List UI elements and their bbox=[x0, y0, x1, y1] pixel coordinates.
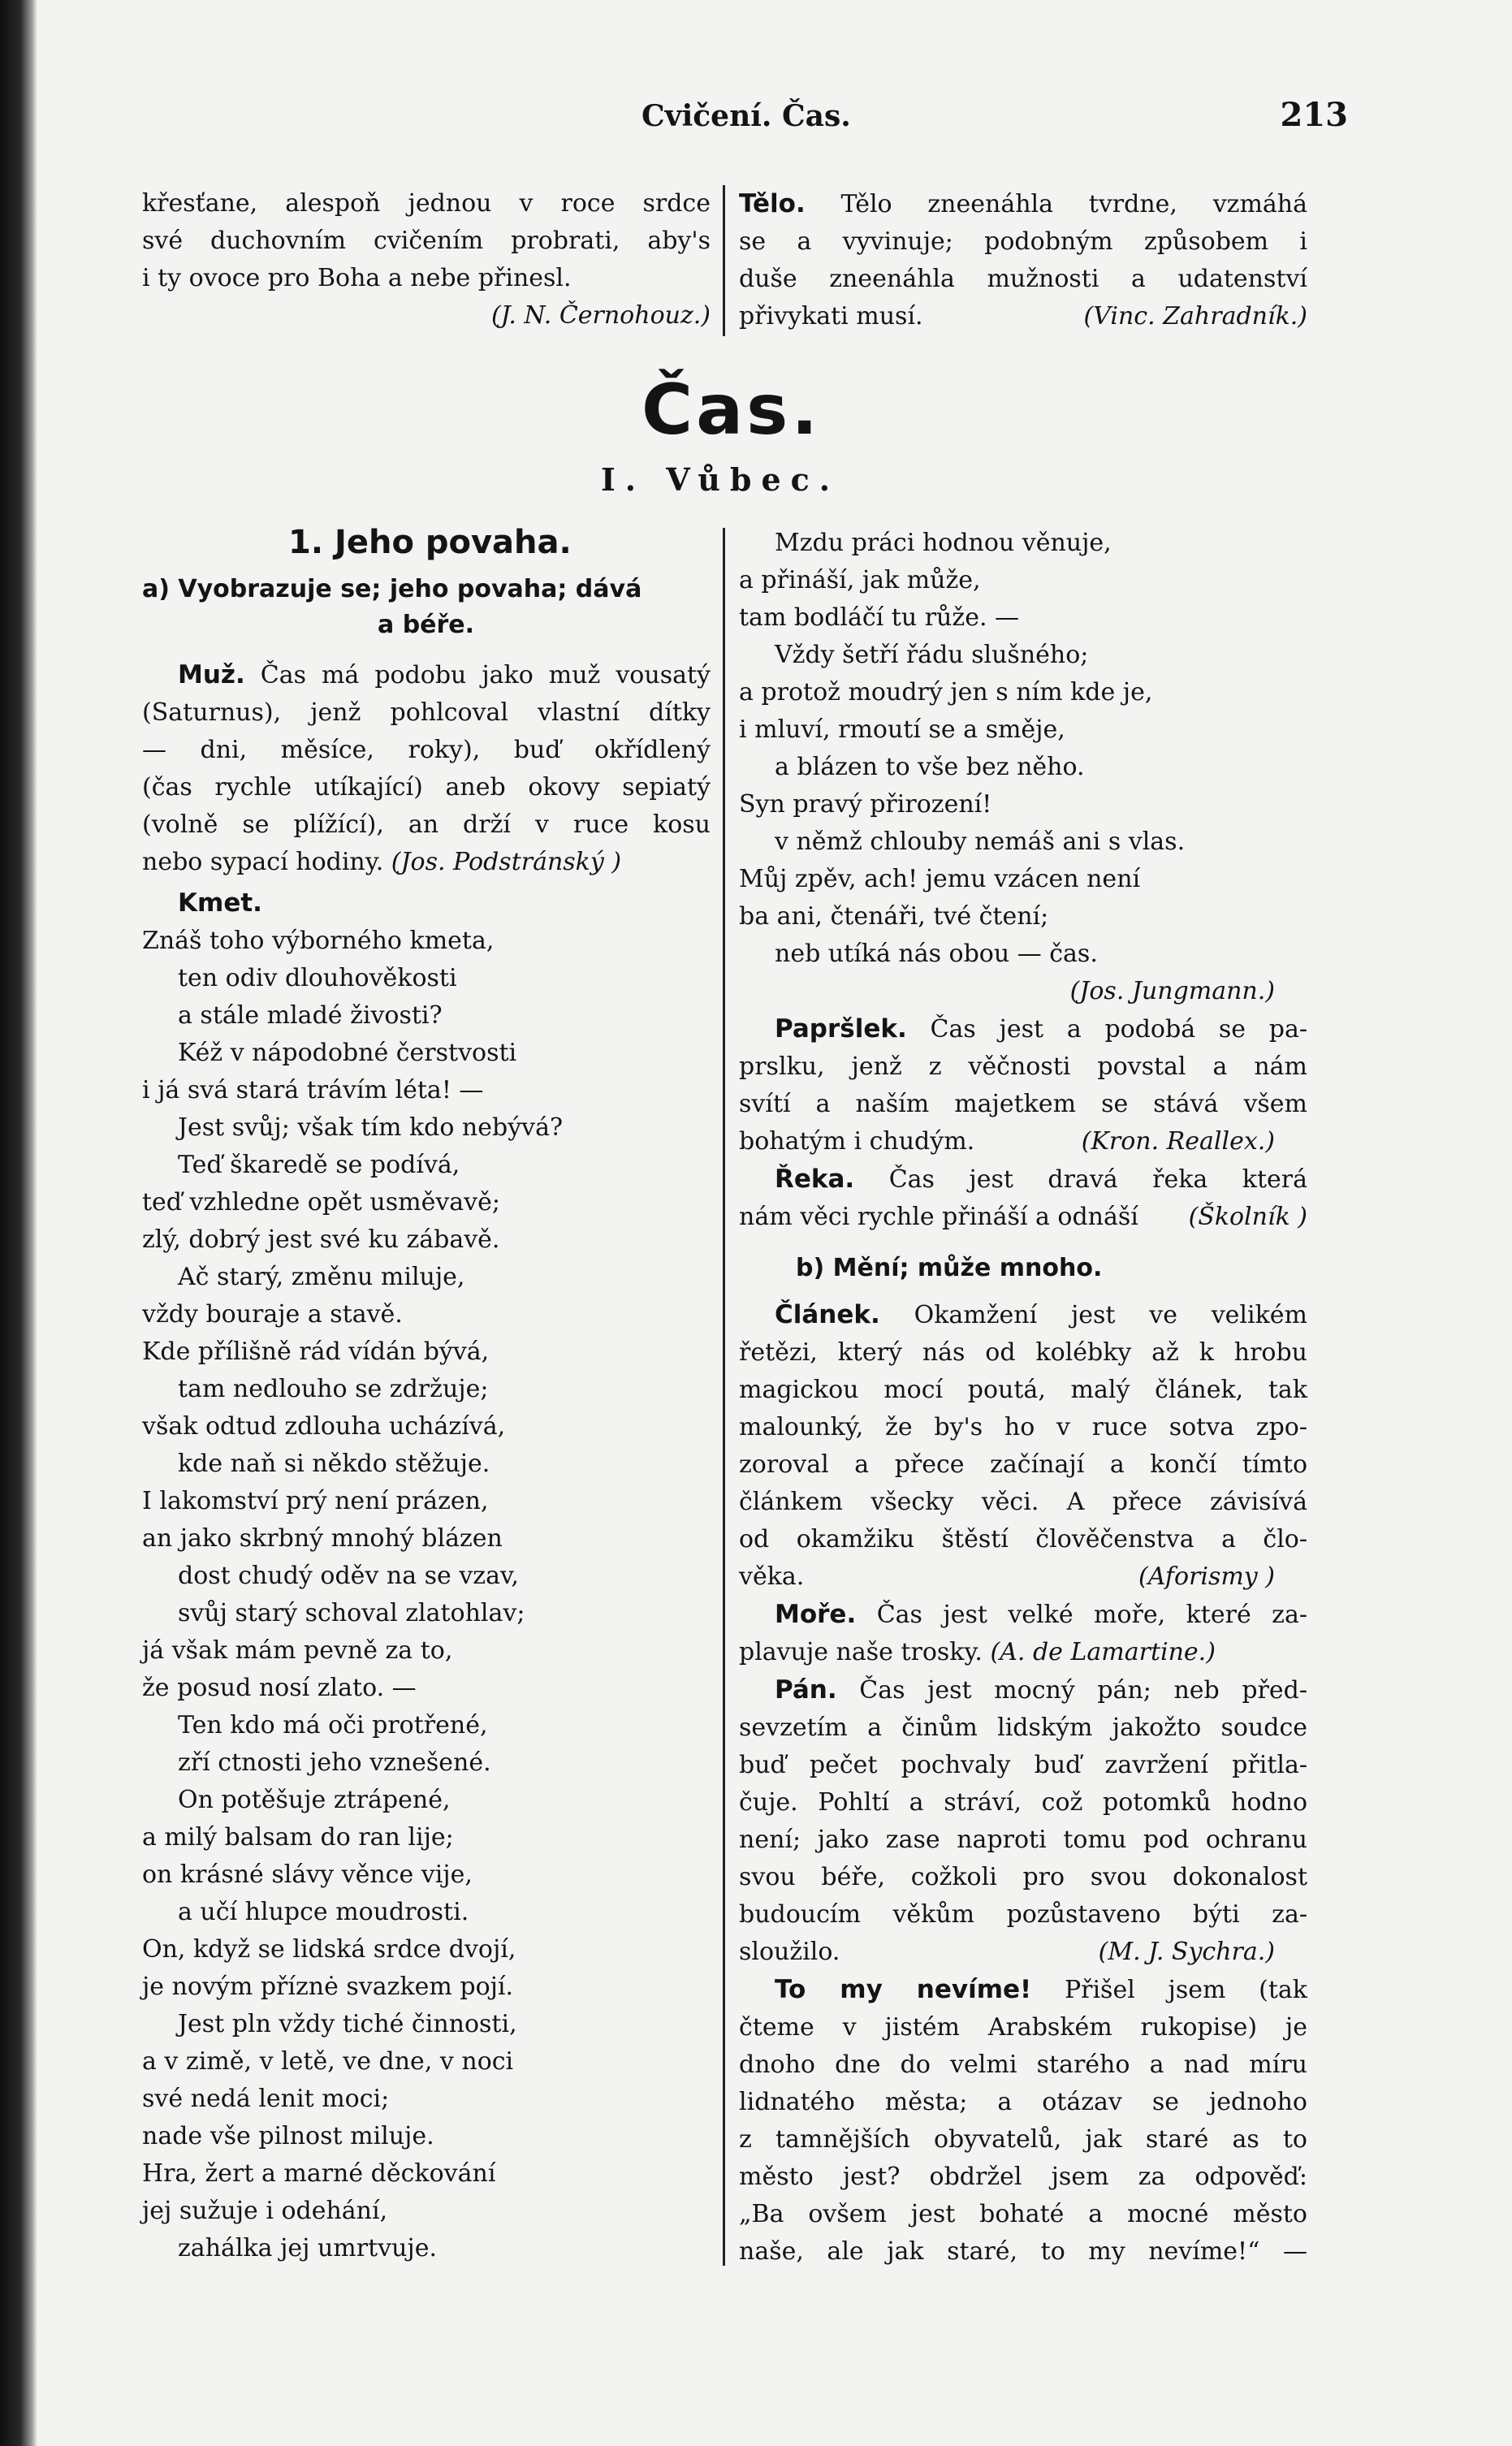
text-line: Čas jest velké moře, které za- bbox=[876, 1601, 1307, 1629]
text-line: sloužilo. bbox=[739, 1938, 840, 1966]
text-line: buď pečet pochvaly buď zavržení přitla- bbox=[739, 1751, 1307, 1779]
poem-line: teď vzhledne opět usměvavě; bbox=[142, 1188, 500, 1217]
text-line: Čas jest mocný pán; neb před- bbox=[859, 1676, 1307, 1705]
subsection-title-b: b) Mění; může mnoho. bbox=[796, 1254, 1103, 1282]
poem-line: je novým příznė svazkem pojí. bbox=[142, 1973, 514, 2001]
text-line: od okamžiku štěstí člověčenstva a člo- bbox=[739, 1525, 1307, 1554]
text-line: Čas jest dravá řeka která bbox=[888, 1165, 1307, 1194]
text-line: svítí a naším majetkem se stává všem bbox=[739, 1090, 1307, 1118]
poem-line: Kde přílišně rád vídán bývá, bbox=[142, 1338, 490, 1366]
source-citation: (J. N. Černohouz.) bbox=[490, 301, 711, 330]
text-line: nám věci rychle přináší a odnáší bbox=[739, 1203, 1138, 1231]
poem-line: Ten kdo má oči protřené, bbox=[178, 1711, 488, 1739]
poem-line: ba ani, čtenáři, tvé čtení; bbox=[739, 902, 1049, 931]
poem-line: Jest pln vždy tiché činnosti, bbox=[178, 2010, 517, 2038]
poem-line: kde naň si někdo stěžuje. bbox=[178, 1450, 490, 1478]
column-divider-top bbox=[723, 185, 725, 336]
entry-keyword: To my nevíme! bbox=[775, 1975, 1032, 2004]
text-line: článkem všecky věci. A přece závisívá bbox=[739, 1488, 1307, 1516]
poem-line: an jako skrbný mnohý blázen bbox=[142, 1524, 503, 1553]
source-citation: (Školník ) bbox=[1188, 1203, 1307, 1231]
text-line: dnoho dne do velmi starého a nad míru bbox=[739, 2051, 1307, 2079]
poem-line: Znáš toho výborného kmeta, bbox=[142, 927, 495, 955]
entry-keyword: Papršlek. bbox=[775, 1014, 907, 1044]
poem-line: zlý, dobrý jest své ku zábavě. bbox=[142, 1225, 500, 1254]
source-citation: (Jos. Podstránský ) bbox=[391, 848, 622, 876]
text-line: Čas jest a podobá se pa- bbox=[930, 1015, 1307, 1044]
poem-line: Kéž v nápodobné čerstvosti bbox=[178, 1039, 517, 1067]
right-column bbox=[739, 525, 1307, 2271]
poem-line: a protož moudrý jen s ním kde je, bbox=[739, 678, 1153, 707]
page-header bbox=[146, 91, 1348, 140]
poem-line: on krásné slávy věnce vije, bbox=[142, 1860, 473, 1889]
text-line: (čas rychle utíkající) aneb okovy sepiatý bbox=[142, 773, 711, 802]
page-number: 213 bbox=[1280, 96, 1348, 134]
poem-line: já však mám pevně za to, bbox=[142, 1636, 453, 1665]
poem-line: I lakomství prý není prázen, bbox=[142, 1487, 489, 1515]
text-line: Tělo zneenáhla tvrdne, vzmáhá bbox=[840, 190, 1307, 218]
poem-line: ten odiv dlouhověkosti bbox=[178, 964, 457, 992]
text-line: čteme v jistém Arabském rukopise) je bbox=[739, 2013, 1307, 2042]
text-line: Okamžení jest ve velikém bbox=[914, 1301, 1308, 1329]
entry-keyword: Tělo. bbox=[739, 189, 806, 218]
poem-line: a milý balsam do ran lije; bbox=[142, 1823, 454, 1852]
left-column bbox=[142, 518, 711, 2267]
poem-line: Mzdu práci hodnou věnuje, bbox=[775, 529, 1112, 557]
text-line: z tamnějších obyvatelů, jak staré as to bbox=[739, 2125, 1307, 2154]
poem-line: Jest svůj; však tím kdo nebývá? bbox=[178, 1113, 564, 1142]
text-line: věka. bbox=[739, 1562, 805, 1591]
text-line: i ty ovoce pro Boha a nebe přinesl. bbox=[142, 264, 572, 292]
poem-line: a přináší, jak může, bbox=[739, 566, 981, 594]
poem-line: nade vše pilnost miluje. bbox=[142, 2122, 434, 2150]
poem-line: Hra, žert a marné děckování bbox=[142, 2159, 496, 2188]
entry-keyword: Článek. bbox=[775, 1300, 880, 1329]
section-title: 1. Jeho povaha. bbox=[288, 524, 572, 561]
poem-line: Ač starý, změnu miluje, bbox=[178, 1263, 465, 1291]
poem-line: však odtud zdlouha ucházívá, bbox=[142, 1412, 506, 1441]
text-line: magickou mocí poutá, malý článek, tak bbox=[739, 1376, 1307, 1404]
text-line: „Ba ovšem jest bohaté a mocné město bbox=[739, 2200, 1307, 2228]
poem-line: a v zimě, v letě, ve dne, v noci bbox=[142, 2047, 514, 2076]
poem-line: i mluví, rmoutí se a směje, bbox=[739, 715, 1065, 744]
text-line: lidnatého města; a otázav se jednoho bbox=[739, 2088, 1307, 2116]
poem-line: Teď škaredě se podívá, bbox=[178, 1151, 460, 1179]
poem-line: tam nedlouho se zdržuje; bbox=[178, 1375, 489, 1403]
text-line: duše zneenáhla mužnosti a udatenství bbox=[739, 265, 1307, 293]
text-line: (Saturnus), jenž pohlcoval vlastní dítky bbox=[142, 698, 711, 727]
text-line: sevzetím a činům lidským jakožto soudce bbox=[739, 1713, 1307, 1742]
entry-telo bbox=[739, 185, 1307, 335]
poem-line: Syn pravý přirození! bbox=[739, 790, 992, 819]
poem-line: i já svá stará trávím léta! — bbox=[142, 1076, 484, 1104]
text-line: nebo sypací hodiny. bbox=[142, 848, 384, 876]
entry-keyword: Moře. bbox=[775, 1600, 857, 1629]
poem-line: On, když se lidská srdce dvojí, bbox=[142, 1935, 516, 1964]
text-line: svou béře, cožkoli pro svou dokonalost bbox=[739, 1863, 1307, 1891]
poem-line: a učí hlupce moudrosti. bbox=[178, 1898, 469, 1926]
source-citation: (Jos. Jungmann.) bbox=[1069, 977, 1275, 1005]
source-citation: (M. J. Sychra.) bbox=[1098, 1938, 1275, 1966]
poem-line: zří ctnosti jeho vznešené. bbox=[178, 1748, 491, 1777]
poem-line: vždy bouraje a stavě. bbox=[142, 1300, 403, 1329]
entry-keyword: Řeka. bbox=[775, 1165, 855, 1194]
book-binding-shadow bbox=[0, 0, 37, 2446]
text-line: Čas má podobu jako muž vousatý bbox=[260, 661, 711, 689]
source-citation: (Kron. Reallex.) bbox=[1081, 1127, 1275, 1156]
poem-line: zahálka jej umrtvuje. bbox=[178, 2234, 438, 2262]
poem-line: dost chudý oděv na se vzav, bbox=[178, 1562, 519, 1590]
text-line: budoucím věkům pozůstaveno býti za- bbox=[739, 1900, 1307, 1929]
text-line: řetězi, který nás od kolébky až k hrobu bbox=[739, 1338, 1307, 1367]
running-title: Cvičení. Čas. bbox=[642, 99, 851, 133]
poem-line: a stále mladé živosti? bbox=[178, 1001, 443, 1030]
text-line: není; jako zase naproti tomu pod ochranu bbox=[739, 1826, 1307, 1854]
text-line: naše, ale jak staré, to my nevíme!“ — bbox=[739, 2237, 1307, 2266]
entry-keyword: Kmet. bbox=[178, 888, 262, 918]
text-line: zoroval a přece začínají a končí tímto bbox=[739, 1450, 1307, 1479]
poem-line: že posud nosí zlato. — bbox=[142, 1674, 417, 1702]
poem-line: On potěšuje ztrápené, bbox=[178, 1786, 451, 1814]
poem-line: jej sužuje i odehání, bbox=[142, 2197, 388, 2225]
part-title: I. Vůbec. bbox=[601, 461, 840, 498]
chapter-title: Čas. bbox=[642, 369, 822, 451]
text-line: Přišel jsem (tak bbox=[1064, 1976, 1307, 2004]
poem-line: neb utíká nás obou — čas. bbox=[775, 940, 1098, 968]
poem-line: Vždy šetří řádu slušného; bbox=[775, 641, 1089, 669]
text-line: (volně se plížící), an drží v ruce kosu bbox=[142, 810, 711, 839]
poem-line: a blázen to vše bez něho. bbox=[775, 753, 1085, 781]
source-citation: (Vinc. Zahradník.) bbox=[1083, 302, 1307, 331]
source-citation: (Aforismy ) bbox=[1138, 1562, 1275, 1591]
poem-line: Můj zpěv, ach! jemu vzácen není bbox=[739, 865, 1141, 893]
poem-line: své nedá lenit moci; bbox=[142, 2085, 390, 2113]
poem-line: svůj starý schoval zlatohlav; bbox=[178, 1599, 525, 1627]
text-line: své duchovním cvičením probrati, aby's bbox=[142, 227, 711, 255]
text-line: malounký, že by's ho v ruce sotva zpo- bbox=[739, 1413, 1307, 1441]
poem-line: tam bodláčí tu růže. — bbox=[739, 603, 1020, 632]
text-line: prslku, jenž z věčnosti povstal a nám bbox=[739, 1052, 1307, 1081]
entry-keyword: Muž. bbox=[178, 660, 245, 689]
text-line: přivykati musí. bbox=[739, 302, 923, 331]
subsection-title-a-cont: a béře. bbox=[378, 611, 475, 639]
poem-line: v němž chlouby nemáš ani s vlas. bbox=[775, 828, 1186, 856]
text-line: čuje. Pohltí a stráví, což potomků hodno bbox=[739, 1788, 1307, 1817]
text-line: město jest? obdržel jsem za odpověď: bbox=[739, 2163, 1307, 2191]
source-citation: (A. de Lamartine.) bbox=[990, 1638, 1216, 1666]
subsection-title-a: a) Vyobrazuje se; jeho povaha; dává bbox=[142, 575, 642, 603]
text-line: se a vyvinuje; podobným způsobem i bbox=[739, 227, 1307, 256]
top-left-continuation bbox=[142, 185, 711, 335]
entry-keyword: Pán. bbox=[775, 1675, 837, 1705]
text-line: křesťane, alespoň jednou v roce srdce bbox=[142, 189, 711, 218]
text-line: plavuje naše trosky. bbox=[739, 1638, 983, 1666]
column-divider-main bbox=[723, 528, 725, 2266]
text-line: — dni, měsíce, roky), buď okřídlený bbox=[142, 736, 711, 764]
text-line: bohatým i chudým. bbox=[739, 1127, 975, 1156]
